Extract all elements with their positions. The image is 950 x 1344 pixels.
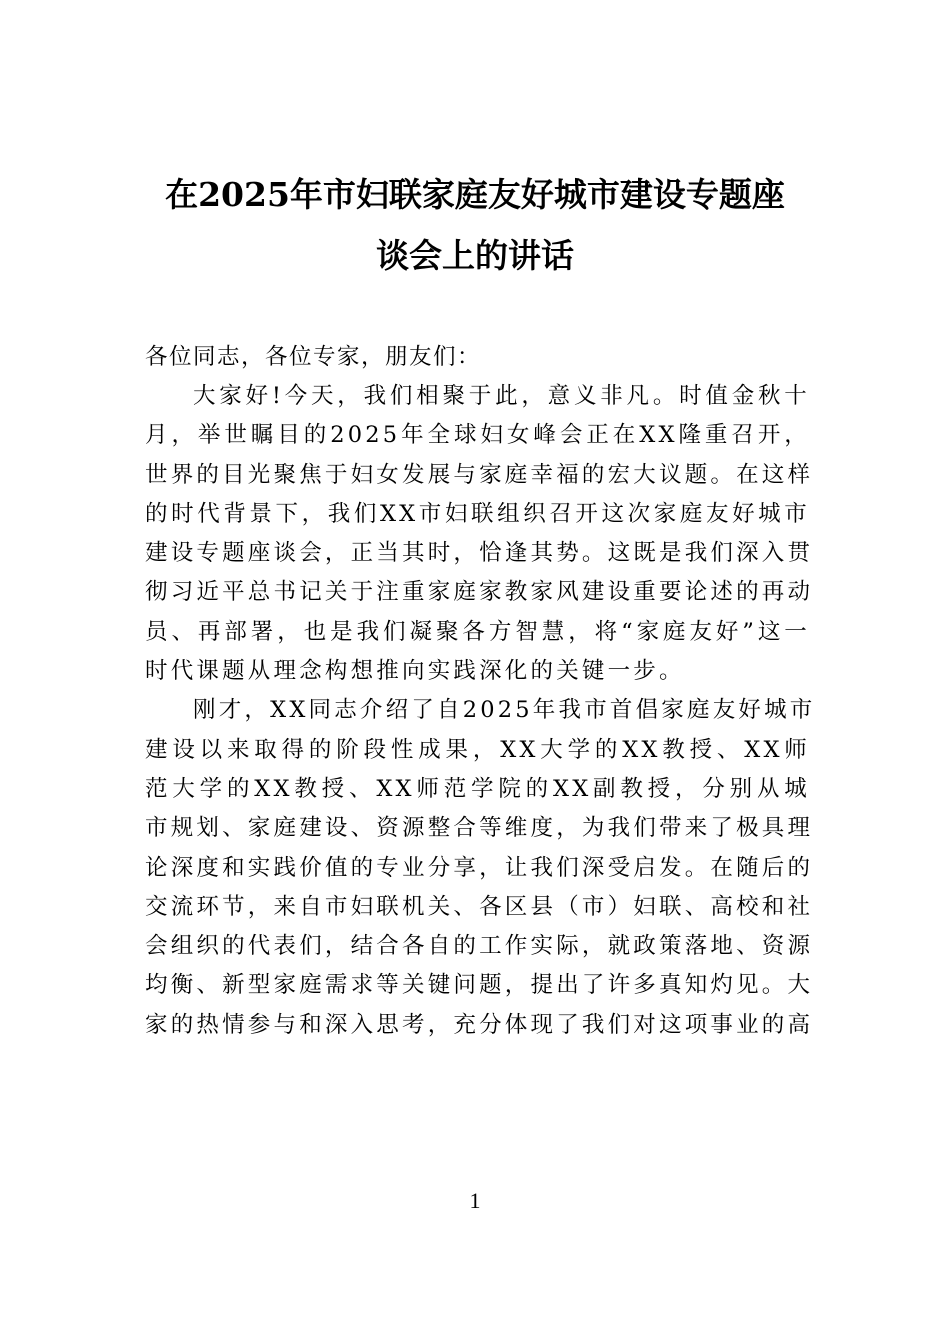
document-body: [145, 338, 816, 1045]
paragraph-line: 家的热情参与和深入思考，充分体现了我们对这项事业的高: [145, 1011, 814, 1038]
salutation: 各位同志，各位专家，朋友们：: [145, 344, 482, 370]
paragraph-line: 彻习近平总书记关于注重家庭家教家风建设重要论述的再动: [145, 579, 814, 606]
paragraph-line: 月，举世瞩目的2025年全球妇女峰会正在XX隆重召开，: [145, 422, 810, 449]
paragraph-line: 的时代背景下，我们XX市妇联组织召开这次家庭友好城市: [145, 500, 810, 527]
paragraph-line: 论深度和实践价值的专业分享，让我们深受启发。在随后的: [145, 854, 814, 881]
paragraph-line: 范大学的XX教授、XX师范学院的XX副教授，分别从城: [145, 775, 810, 802]
paragraph-line: 世界的目光聚焦于妇女发展与家庭幸福的宏大议题。在这样: [145, 461, 814, 488]
title-line-1: 在2025年市妇联家庭友好城市建设专题座: [165, 175, 785, 214]
paragraph-line: 市规划、家庭建设、资源整合等维度，为我们带来了极具理: [145, 815, 814, 842]
paragraph-line: 交流环节，来自市妇联机关、各区县（市）妇联、高校和社: [145, 893, 814, 920]
paragraph-line: 建设专题座谈会，正当其时，恰逢其势。这既是我们深入贯: [145, 540, 814, 567]
paragraph-line: 建设以来取得的阶段性成果，XX大学的XX教授、XX师: [145, 736, 810, 763]
paragraph-line: 均衡、新型家庭需求等关键问题，提出了许多真知灼见。大: [145, 972, 814, 999]
page-number: 1: [469, 1188, 481, 1213]
paragraph-line: 会组织的代表们，结合各自的工作实际，就政策落地、资源: [145, 933, 814, 960]
title-line-2: 谈会上的讲话: [376, 236, 574, 275]
paragraph-line: 员、再部署，也是我们凝聚各方智慧，将“家庭友好”这一: [145, 618, 810, 645]
paragraph-line: 刚才，XX同志介绍了自2025年我市首倡家庭友好城市: [193, 697, 816, 724]
document-title: [145, 164, 805, 286]
paragraph-1: [145, 377, 814, 691]
paragraph-2: [145, 691, 816, 1045]
paragraph-line: 大家好!今天，我们相聚于此，意义非凡。时值金秋十: [193, 383, 810, 409]
paragraph-line: 时代课题从理念构想推向实践深化的关键一步。: [145, 658, 685, 685]
